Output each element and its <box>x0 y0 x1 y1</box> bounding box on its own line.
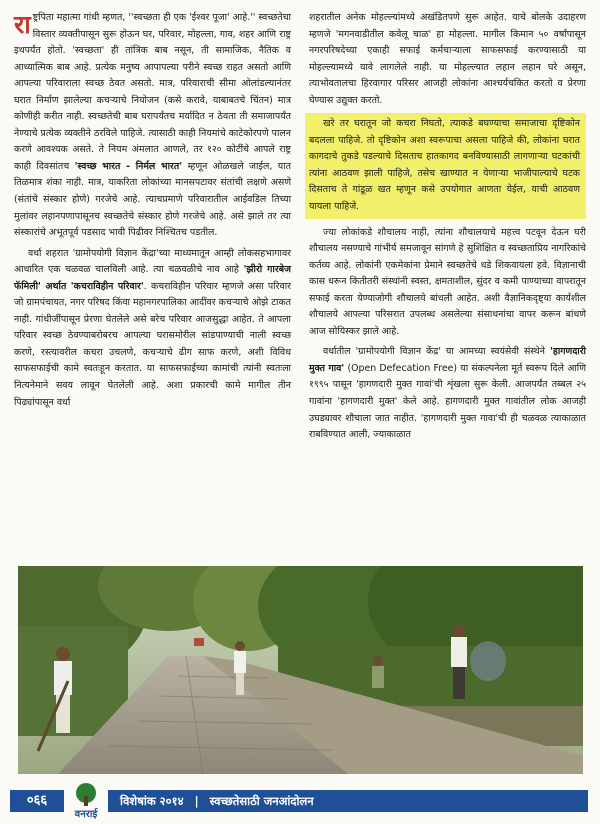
logo-text: वनराई <box>74 809 98 820</box>
body-paragraph: ज्या लोकांकडे शौचालय नाही, त्यांना शौचालयाचे महत्त्व पटवून देऊन घरी शौचालय नसण्याचे गांभीर्य समजावून सांगणे हे सुशिक्षित व स्वच्छताप्रिय नागरिकांचे कर्तव्य आहे. लोकांनी एकमेकांना प्रेमाने स्वच्छतेचे धडे शिकवायला हवे. विज्ञानाची कास धरून कितीतरी संस्थांनी स्वस्त, क्षमताशील, सुंदर व कमी पाण्याच्या वापरातून सफाई करता येण्याजोगी शौचालये बांधली आहेत. अशी वैज्ञानिकदृष्ट्या कार्यशील शौचालये आपल्या परिसरात उपलब्ध असलेल्या संसाधनांचा वापर करून बांधणे आज सोयिस्कर झाले आहे. <box>309 226 586 337</box>
sweeper-figure-crouching <box>372 656 384 688</box>
highlighted-quote: खरे तर घरातून जो कचरा निघतो, त्याकडे बघण्याचा समाजाचा दृष्टिकोन बदलला पाहिजे. तो दृष्टिकोन अशा स्वरूपाचा असला पाहिजे की, लोकांना घरात कागदाचे तुकडे पडल्याचे दिसताच हातकागद बनविण्यासाठी लागणाऱ्या घटकांची त्यांना आठवण झाली पाहिजे, तसेच खाण्यात न येणाऱ्या भाजीपाल्याचे घटक दिसताच ते गांडूळ खत म्हणून कसे उपयोगात आणता येईल, याची आठवण यायला पाहिजे. <box>305 113 586 218</box>
body-paragraph: वर्धा शहरात 'ग्रामोपयोगी विज्ञान केंद्रा'च्या माध्यमातून आम्ही लोकसहभागावर आधारित एक चळवळ चालविली आहे. त्या चळवळीचे नाव आहे 'झीरो गारबेज फॅमिली' अर्थात 'कचराविहीन परिवार'. कचराविहीन परिवार म्हणजे असा परिवार जो ग्रामपंचायत, नगर परिषद किंवा महानगरपालिका आदींवर कचऱ्याचे ओझे टाकत नाही. गांधीजींपासून प्रेरणा घेतलेले असे बरेच परिवार आजसुद्धा आहेत. ते आपला परिवार स्वच्छ ठेवण्याबरोबरच आपल्या घरासमोरील सांडपाण्याची नाली स्वच्छ करणे, रस्त्यावरील कचरा उचलणे, कचऱ्याचे ढीग साफ करणे, अशी विविध साफसफाईची कामे स्वतःहून करतात. या साफसफाईच्या कामांची त्यांनी स्वतःला नित्यनेमाने सवय लावून घेतलेली आहे. अशा प्रकारची कामे मागील तीन पिढ्यांपासून वर्धा <box>14 247 291 408</box>
footer-bar <box>0 780 600 823</box>
body-paragraph: शहरातील अनेक मोहल्ल्यांमध्ये अखंडितपणे सुरू आहेत. याचे बोलके उदाहरण म्हणजे 'मगनवाडीतील कवेलू चाळ' हा मोहल्ला. मागील किमान ५० वर्षांपासून नगरपरिषदेच्या एकाही सफाई कर्मचाऱ्याला साफसफाई करण्यासाठी या मोहल्ल्यामध्ये यावे लागलेले नाही. या मोहल्ल्यात लहान लहान घरे असून, त्याभोवतालचा हिरवागार परिसर आजही लोकांना आश्चर्यचकित करतो व प्रेरणा घेण्यास उद्युक्त करतो. <box>309 12 586 106</box>
page-number: ०६६ <box>10 790 64 812</box>
body-paragraph: वर्धातील 'ग्रामोपयोगी विज्ञान केंद्र' या आमच्या स्वयंसेवी संस्थेने 'हागणदारी मुक्त गाव' (Open Defecation Free) या संकल्पनेला मूर्त स्वरूप दिले आणि १९९५ पासून 'हागणदारी मुक्त गावां'ची शृंखला सुरू केली. आजपर्यंत तब्बल २५ गावांना 'हागणदारी मुक्त' केले आहे. हागणदारी मुक्त गावांतील लोक आजही उघड्यावर शौचाला जात नाहीत. 'हागणदारी मुक्त गावा'ची ही चळवळ त्याकाळात राबविण्यात आली, ज्याकाळात <box>309 346 587 441</box>
footer-issue: विशेषांक २०१४ | स्वच्छतेसाठी जनआंदोलन <box>120 790 314 812</box>
bold-phrase: 'स्वच्छ भारत - निर्मल भारत' <box>74 160 183 172</box>
bold-phrase: 'हागणदारी मुक्त गाव' <box>309 346 586 374</box>
dropcap: रा <box>14 10 31 39</box>
bold-phrase: 'झीरो गारबेज फॅमिली' अर्थात 'कचराविहीन परिवार' <box>14 264 291 292</box>
street-sweeping-photo <box>18 566 583 774</box>
right-column <box>309 10 586 444</box>
separator: | <box>194 794 199 808</box>
vanrai-logo <box>66 780 106 820</box>
intro-paragraph: राष्ट्रपिता महात्मा गांधी म्हणत, ''स्वच्छता ही एक 'ईश्वर पूजा' आहे.'' स्वच्छतेचा विस्तार व्यक्तीपासून सुरू होऊन घर, परिवार, मोहल्ला, गाव, शहर आणि राष्ट्र इथपर्यंत होतो. 'स्वच्छता' ही तांत्रिक बाब नसून, ती सामाजिक, नैतिक व आध्यात्मिक बाब आहे. प्रत्येक मनुष्य आपापल्या परीने स्वच्छ राहत असतो आणि आपल्या परिवाराला स्वच्छ ठेवत असतो. मात्र, परिवाराची सीमा ओलांडल्यानंतर घरात निर्माण झालेल्या कचऱ्याचे नियोजन (कसे करावे, याबाबतचे चिंतन) मात्र कोणीही करीत नाही. स्वच्छतेची बाब घरापर्यंतच मर्यादित न ठेवता ती समाजापर्यंत नेण्याचे प्रत्येक व्यक्तीने ठरविले पाहिजे. त्यासाठी काही नियमांचे काटेकोरपणे पालन करणे आवश्यक असते. ते नियम अंमलात आणले, तर १२० कोटींचे आपले राष्ट्र काही दिवसांतच 'स्वच्छ भारत - निर्मल भारत' म्हणून ओळखले जाईल, यात तिळमात्र शंका नाही. मात्र, याकरिता लोकांच्या मानसपटावर संतांची लक्षणे असणे (संतांचे संस्कार होणे) गरजेचे आहे. त्याचप्रमाणे परिवारातील आईवडिल तिच्या मुलांवर लहानपणापासूनच स्वच्छतेचे संस्कार होणे गरजेचे आहे. असे झाले तर त्या संस्कारांचे अभूतपूर्व पडसाद भावी पिढीवर निश्चितच पडतील. <box>14 10 291 239</box>
left-column <box>14 10 291 411</box>
